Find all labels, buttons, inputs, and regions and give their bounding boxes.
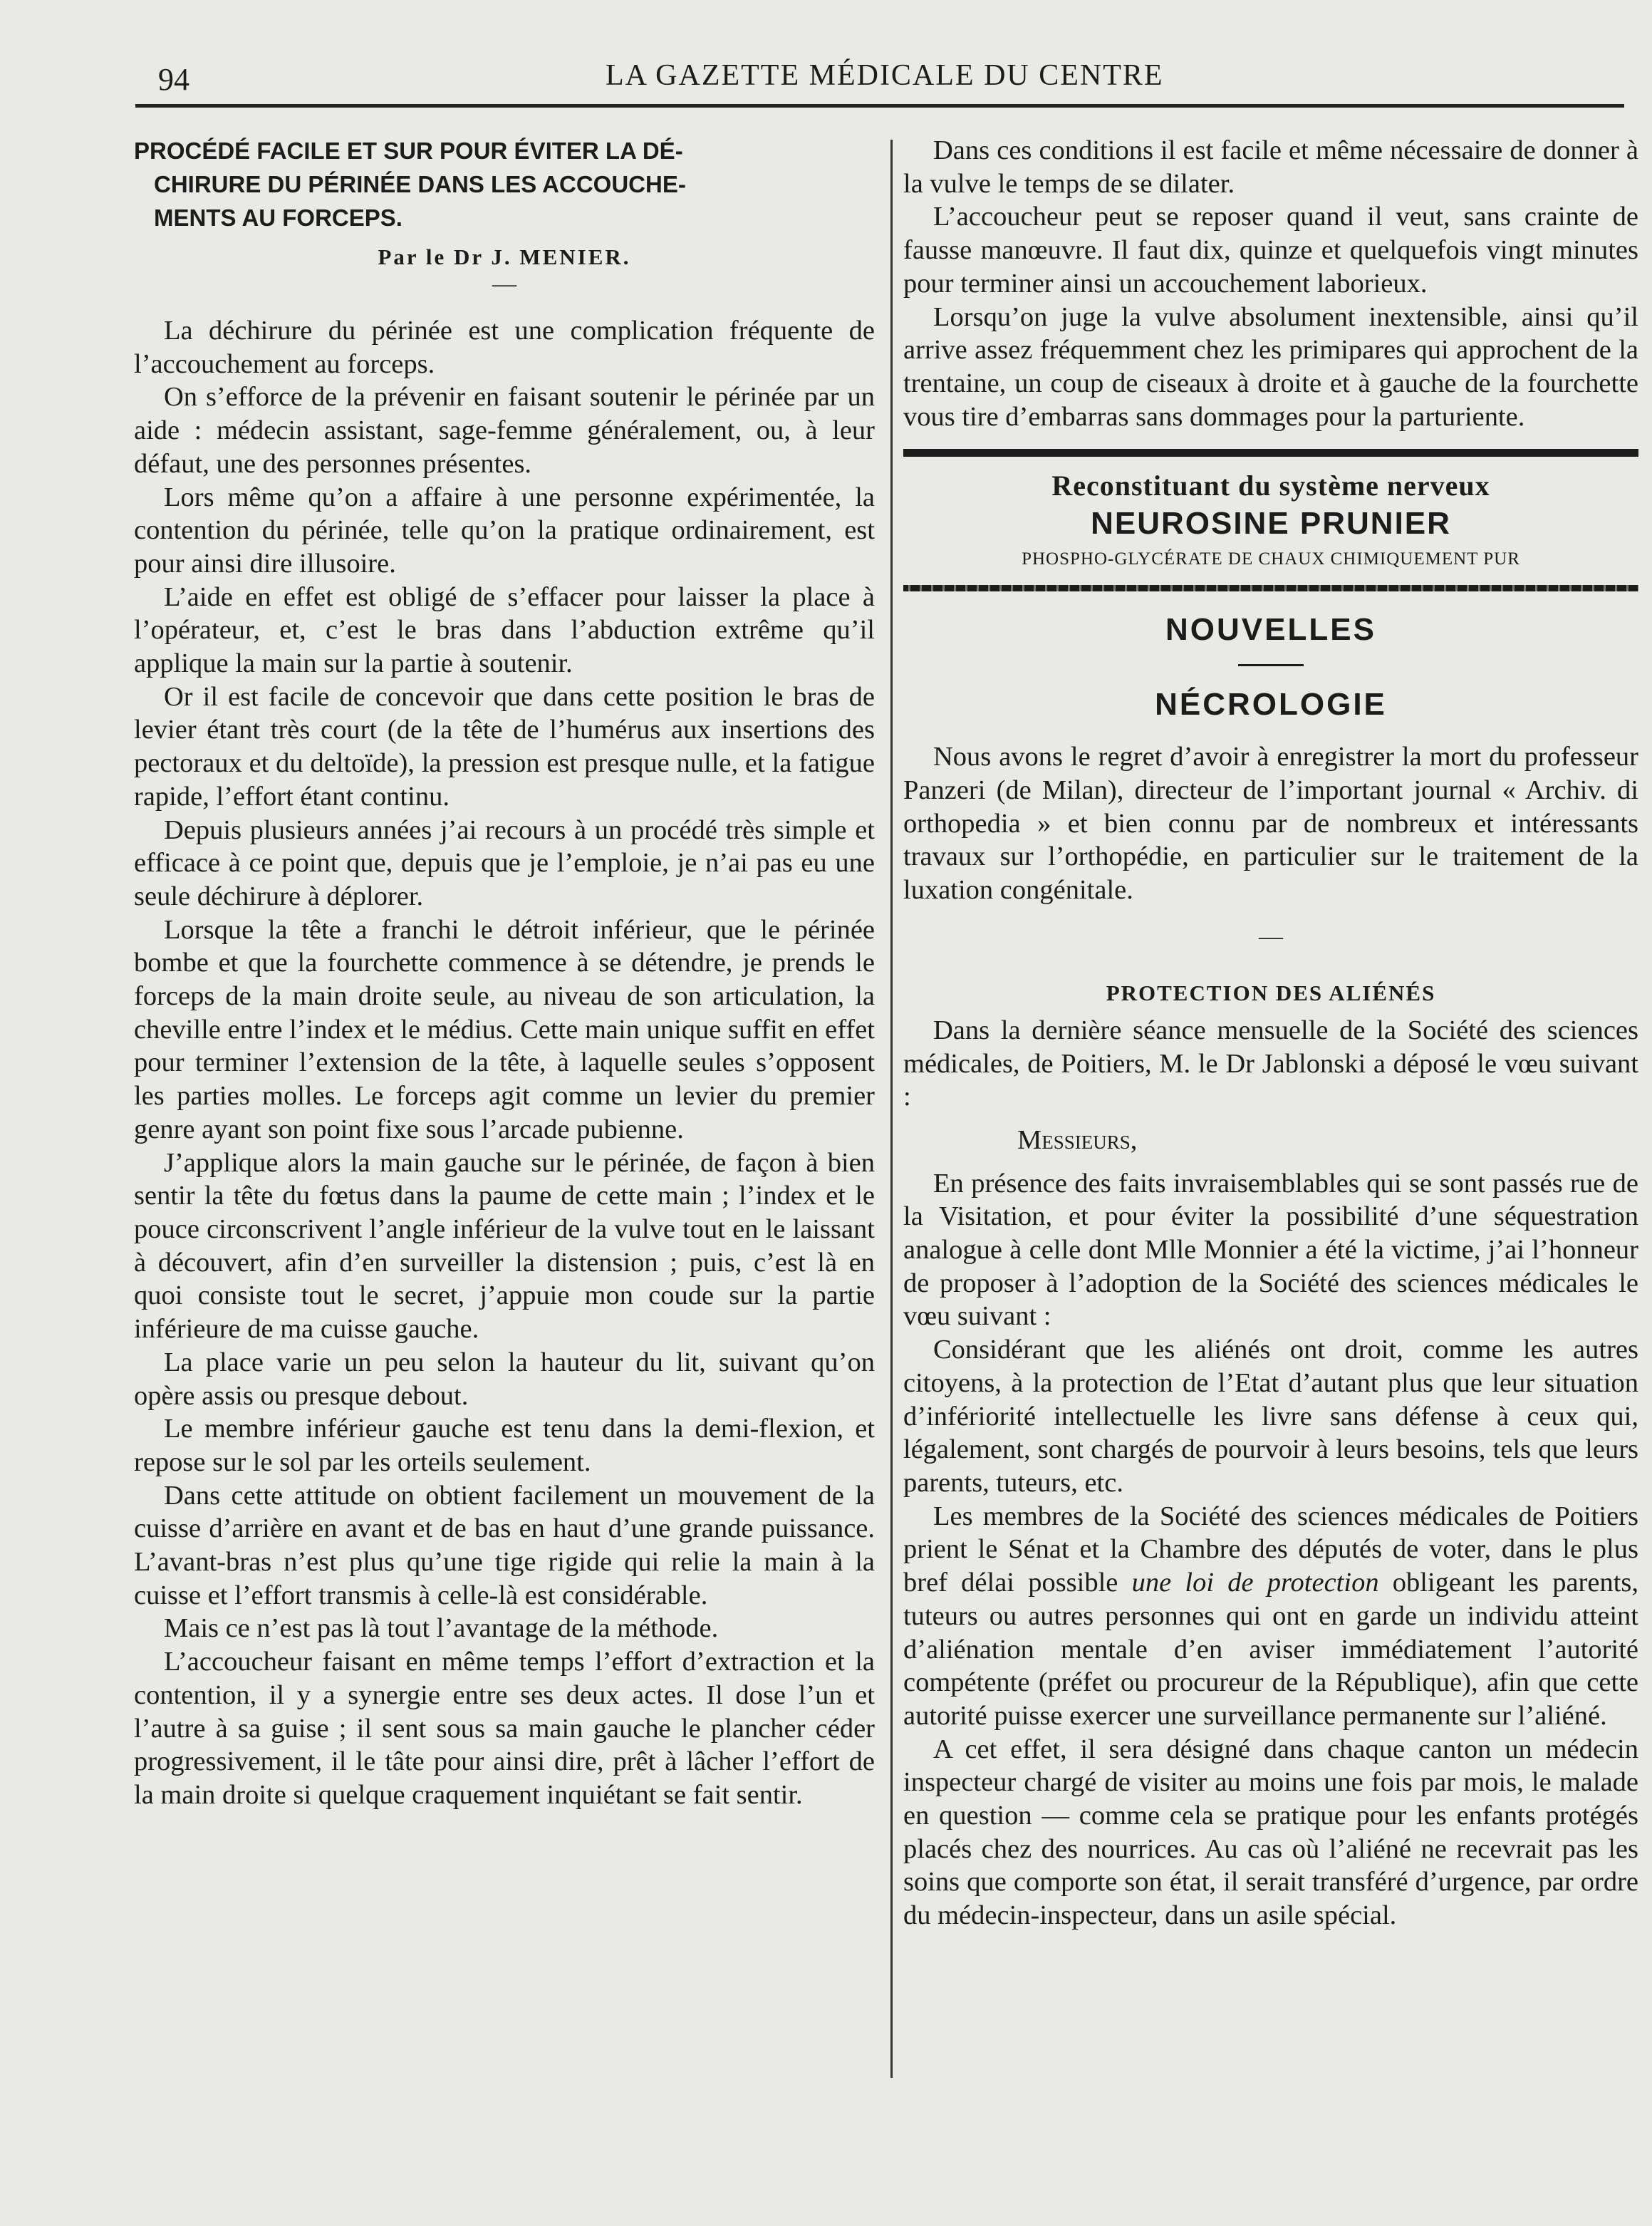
motion-paragraph <box>903 1500 1638 1733</box>
necrology-heading: NÉCROLOGIE <box>1155 687 1387 723</box>
protection-intro: Dans la dernière séance mensuelle de la Société des sciences médicales, de Poitiers, M. le Dr Jablonski a déposé le vœu suivant : <box>903 1015 1638 1112</box>
motion-paragraph: Considérant que les aliénés ont droit, comme les autres citoyens, à la protection de l’Etat d’autant plus que leur situation d’infériorité intellectuelle les livre sans défense à ceux qui, légalement, sont chargés de pourvoir à leurs besoins, tels que leurs parents, tuteurs, etc. <box>903 1335 1638 1498</box>
section-rule <box>1238 664 1304 666</box>
article-paragraph: Dans ces conditions il est facile et même nécessaire de donner à la vulve le temps de se dilater. <box>903 135 1638 199</box>
necrology-paragraph: Nous avons le regret d’avoir à enregistrer la mort du professeur Panzeri (de Milan), directeur de l’important journal « Archiv. di orthopedia » et bien connu par de nombreux et intéressants travaux sur l’orthopédie, en particulier sur le traitement de la luxation congénitale. <box>903 742 1638 906</box>
protection-heading: PROTECTION DES ALIÉNÉS <box>1106 980 1436 1005</box>
article-title <box>134 134 875 234</box>
article-paragraph: Mais ce n’est pas là tout l’avantage de la méthode. <box>164 1613 719 1644</box>
article-paragraph: La déchirure du périnée est une complication fréquente de l’accouchement au forceps. <box>134 316 875 379</box>
page-number: 94 <box>158 62 189 97</box>
news-separator: — <box>1259 923 1283 950</box>
advert-tagline: Reconstituant du système nerveux <box>1051 470 1490 502</box>
article-title-line: CHIRURE DU PÉRINÉE DANS LES ACCOUCHE- <box>154 171 686 197</box>
running-head <box>0 57 1652 100</box>
left-column <box>134 134 875 1812</box>
news-heading: NOUVELLES <box>1165 612 1376 648</box>
article-title-line: PROCÉDÉ FACILE ET SUR POUR ÉVITER LA DÉ- <box>134 138 683 164</box>
article-byline: Par le Dr J. MENIER. <box>378 244 631 269</box>
article-paragraph: Lors même qu’on a affaire à une personne expérimentée, la contention du périnée, telle qu’on la pratique ordinairement, est pour ainsi dire illusoire. <box>134 482 875 579</box>
article-paragraph: J’applique alors la main gauche sur le périnée, de façon à bien sentir la tête du fœtus dans la paume de cette main ; l’index et le pouce circonscrivent l’angle inférieur de la vulve tout en le laissant à découvert, afin d’en surveiller la distension ; puis, c’est là en quoi consiste tout le secret, j’appuie mon coude sur la partie inférieure de ma cuisse gauche. <box>134 1147 875 1345</box>
right-column <box>903 134 1638 1932</box>
advertisement <box>903 470 1638 569</box>
column-divider <box>890 140 893 2078</box>
article-paragraph: La place varie un peu selon la hauteur du lit, suivant qu’on opère assis ou presque debout. <box>134 1347 875 1411</box>
motion-emphasis: une loi de protection <box>1131 1568 1379 1598</box>
motion-salutation: Messieurs, <box>1017 1124 1138 1155</box>
article-paragraph: On s’efforce de la prévenir en faisant soutenir le périnée par un aide : médecin assistant, sage-femme généralement, ou, à leur défaut, une des personnes présentes. <box>134 382 875 479</box>
advert-product-name: NEUROSINE PRUNIER <box>1091 506 1451 542</box>
article-paragraph: Dans cette attitude on obtient facilement un mouvement de la cuisse d’arrière en avant et de bas en haut d’une grande puissance. L’avant-bras n’est plus qu’une tige rigide qui relie la main à la cuisse et l’effort transmis à celle-là est considérable. <box>134 1480 875 1610</box>
article-paragraph: L’aide en effet est obligé de s’effacer pour laisser la place à l’opérateur, et, c’est le bras dans l’abduction extrême qu’il applique la main sur la partie à soutenir. <box>134 581 875 679</box>
article-paragraph: Lorsque la tête a franchi le détroit inférieur, que le périnée bombe et que la fourchette commence à se détendre, je prends le forceps de la main droite seule, au niveau de son articulation, la cheville entre l’index et le médius. Cette main unique suffit en effet pour terminer l’extension de la tête, à laquelle seules s’opposent les parties molles. Le forceps agit comme un levier du premier genre ayant son point fixe sous l’arcade pubienne. <box>134 914 875 1144</box>
article-paragraph: Or il est facile de concevoir que dans cette position le bras de levier étant très court (de la tête de l’humérus aux insertions des pectoraux et du deltoïde), la pression est presque nulle, et la fatigue rapide, l’effort étant continu. <box>134 681 875 812</box>
motion-text: obligeant les parents, tuteurs ou autres personnes qui ont en garde un individu atteint d’aliénation mentale d’en aviser immédiatement l’autorité compétente (préfet ou procureur de la République), afin que cette autorité puisse exercer une surveillance permanente sur l’aliéné. <box>903 1568 1639 1731</box>
header-rule <box>135 104 1624 108</box>
article-paragraph: Lorsqu’on juge la vulve absolument inextensible, ainsi qu’il arrive assez fréquemment chez les primipares qui approchent de la trentaine, un coup de ciseaux à droite et à gauche de la fourchette vous tire d’embarras sans dommages pour la parturiente. <box>903 301 1638 432</box>
article-paragraph: Le membre inférieur gauche est tenu dans la demi-flexion, et repose sur le sol par les orteils seulement. <box>134 1414 875 1477</box>
byline-separator: — <box>492 271 516 297</box>
journal-title: LA GAZETTE MÉDICALE DU CENTRE <box>606 59 1164 92</box>
article-paragraph: L’accoucheur faisant en même temps l’effort d’extraction et la contention, il y a synergie entre ses deux actes. Il dose l’un et l’autre à sa guise ; il sent sous sa main gauche le plancher céder progressivement, il le tâte pour ainsi dire, prêt à lâcher l’effort de la main droite si quelque craquement inquiétant se fait sentir. <box>134 1647 875 1810</box>
article-paragraph: L’accoucheur peut se reposer quand il veut, sans crainte de fausse manœuvre. Il faut dix, quinze et quelquefois vingt minutes pour terminer ainsi un accouchement laborieux. <box>903 202 1638 299</box>
motion-paragraph: En présence des faits invraisemblables qui se sont passés rue de la Visitation, et pour éviter la possibilité d’une séquestration analogue à celle dont Mlle Monnier a été la victime, j’ai l’honneur de proposer à l’adoption de la Société des sciences médicales le vœu suivant : <box>903 1168 1638 1332</box>
advert-description: PHOSPHO-GLYCÉRATE DE CHAUX CHIMIQUEMENT PUR <box>1022 549 1520 569</box>
motion-text: Les membres de la Société des sciences médicales de Poitiers prient le Sénat et la Chambre des députés de voter, dans le plus bref délai possible <box>903 1501 1638 1598</box>
advert-bottom-rule <box>903 585 1638 591</box>
article-title-line: MENTS AU FORCEPS. <box>154 205 402 231</box>
motion-paragraph: A cet effet, il sera désigné dans chaque canton un médecin inspecteur chargé de visiter au moins une fois par mois, le malade en question — comme cela se pratique pour les enfants protégés placés chez des nourrices. Au cas où l’aliéné ne recevrait pas les soins que comporte son état, il serait transféré d’urgence, par ordre du médecin-inspecteur, dans un asile spécial. <box>903 1734 1638 1931</box>
article-paragraph: Depuis plusieurs années j’ai recours à un procédé très simple et efficace à ce point que, depuis que je l’emploie, je n’ai pas eu une seule déchirure à déplorer. <box>134 814 875 911</box>
advert-top-rule <box>903 449 1638 457</box>
